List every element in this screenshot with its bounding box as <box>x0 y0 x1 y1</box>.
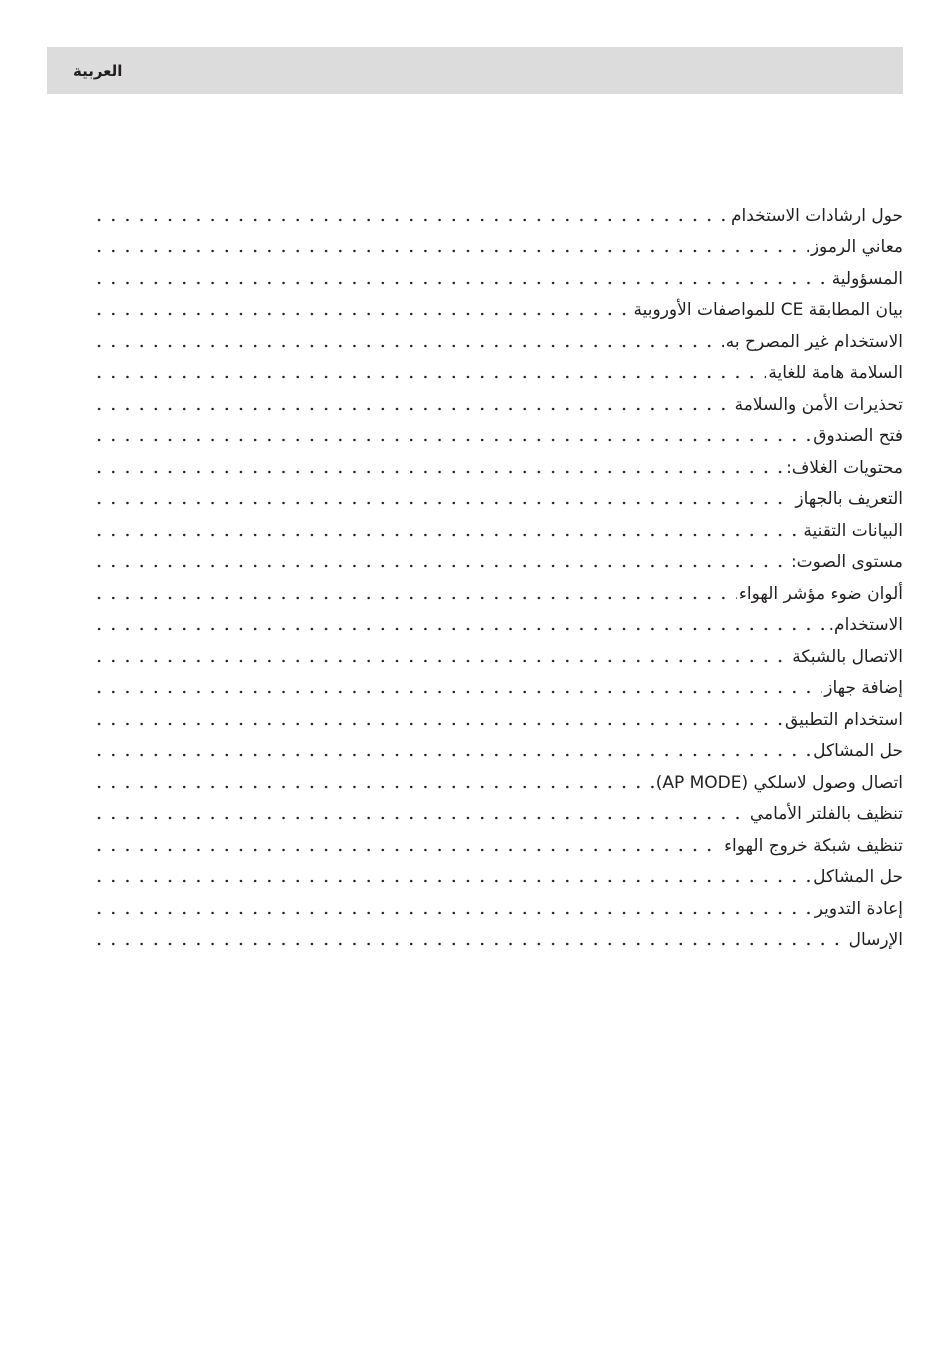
toc-entry-label: بيان المطابقة CE للمواصفات الأوروبية <box>633 300 903 321</box>
toc-entry[interactable] <box>92 893 903 925</box>
language-label: العربية <box>73 61 123 80</box>
toc-entry[interactable] <box>92 673 903 705</box>
toc-dot-leader <box>92 367 766 387</box>
toc-entry-label: الاستخدام. <box>828 615 903 636</box>
toc-entry[interactable] <box>92 515 903 547</box>
toc-dot-leader <box>92 525 801 545</box>
toc-entry-label: تنظيف بالفلتر الأمامي <box>749 804 903 825</box>
toc-entry[interactable] <box>92 232 903 264</box>
toc-entry[interactable] <box>92 358 903 390</box>
toc-dot-leader <box>92 808 748 828</box>
toc-entry-label: التعريف بالجهاز <box>795 489 903 510</box>
toc-entry[interactable] <box>92 484 903 516</box>
toc-entry[interactable] <box>92 389 903 421</box>
toc-entry-label: معاني الرموز <box>810 237 903 258</box>
toc-entry[interactable] <box>92 200 903 232</box>
toc-dot-leader <box>92 399 733 419</box>
toc-entry-label: إعادة التدوير <box>814 898 903 919</box>
toc-entry[interactable] <box>92 547 903 579</box>
toc-entry-label: الاتصال بالشبكة <box>792 646 903 667</box>
toc-entry[interactable] <box>92 421 903 453</box>
toc-entry[interactable] <box>92 263 903 295</box>
toc-entry[interactable] <box>92 736 903 768</box>
toc-dot-leader <box>92 273 830 293</box>
toc-dot-leader <box>92 903 813 923</box>
toc-entry-label: المسؤولية <box>831 268 903 289</box>
toc-entry-label: مستوى الصوت: <box>790 552 903 573</box>
toc-entry-label: محتويات الغلاف: <box>786 457 903 478</box>
toc-dot-leader <box>92 651 790 671</box>
toc-entry-label: الاستخدام غير المصرح به <box>725 331 903 352</box>
toc-entry[interactable] <box>92 925 903 957</box>
toc-entry[interactable] <box>92 704 903 736</box>
toc-dot-leader <box>92 714 783 734</box>
toc-dot-leader <box>92 588 737 608</box>
toc-entry-label: تحذيرات الأمن والسلامة <box>734 394 903 415</box>
toc-entry-label: الإرسال <box>848 930 903 951</box>
toc-dot-leader <box>92 493 793 513</box>
toc-dot-leader <box>92 241 809 261</box>
toc-entry-label: السلامة هامة للغاية <box>768 363 903 384</box>
toc-dot-leader <box>92 556 789 576</box>
toc-dot-leader <box>92 871 811 891</box>
toc-entry[interactable] <box>92 767 903 799</box>
toc-entry-label: اتصال وصول لاسلكي (AP MODE) <box>655 772 903 793</box>
toc-entry[interactable] <box>92 295 903 327</box>
toc-dot-leader <box>92 934 847 954</box>
toc-dot-leader <box>92 430 811 450</box>
toc-dot-leader <box>92 210 729 230</box>
toc-dot-leader <box>92 619 827 639</box>
toc-dot-leader <box>92 682 822 702</box>
toc-dot-leader <box>92 840 722 860</box>
toc-entry-label: إضافة جهاز <box>824 678 903 699</box>
toc-entry[interactable] <box>92 610 903 642</box>
table-of-contents <box>92 200 903 956</box>
toc-entry-label: حل المشاكل <box>813 867 903 888</box>
toc-entry-label: حول ارشادات الاستخدام <box>730 205 903 226</box>
toc-dot-leader <box>92 462 784 482</box>
toc-entry-label: حل المشاكل <box>813 741 903 762</box>
toc-entry[interactable] <box>92 641 903 673</box>
toc-entry[interactable] <box>92 862 903 894</box>
toc-entry-label: البيانات التقنية <box>803 520 903 541</box>
toc-entry-label: فتح الصندوق <box>813 426 903 447</box>
toc-entry[interactable] <box>92 452 903 484</box>
toc-entry-label: ألوان ضوء مؤشر الهواء <box>738 583 903 604</box>
toc-entry[interactable] <box>92 326 903 358</box>
language-header-bar <box>47 47 903 94</box>
toc-entry-label: استخدام التطبيق <box>784 709 903 730</box>
toc-dot-leader <box>92 304 632 324</box>
toc-dot-leader <box>92 777 654 797</box>
toc-entry[interactable] <box>92 830 903 862</box>
toc-entry[interactable] <box>92 578 903 610</box>
toc-dot-leader <box>92 336 724 356</box>
toc-entry-label: تنظيف شبكة خروج الهواء <box>724 835 903 856</box>
toc-entry[interactable] <box>92 799 903 831</box>
toc-dot-leader <box>92 745 811 765</box>
